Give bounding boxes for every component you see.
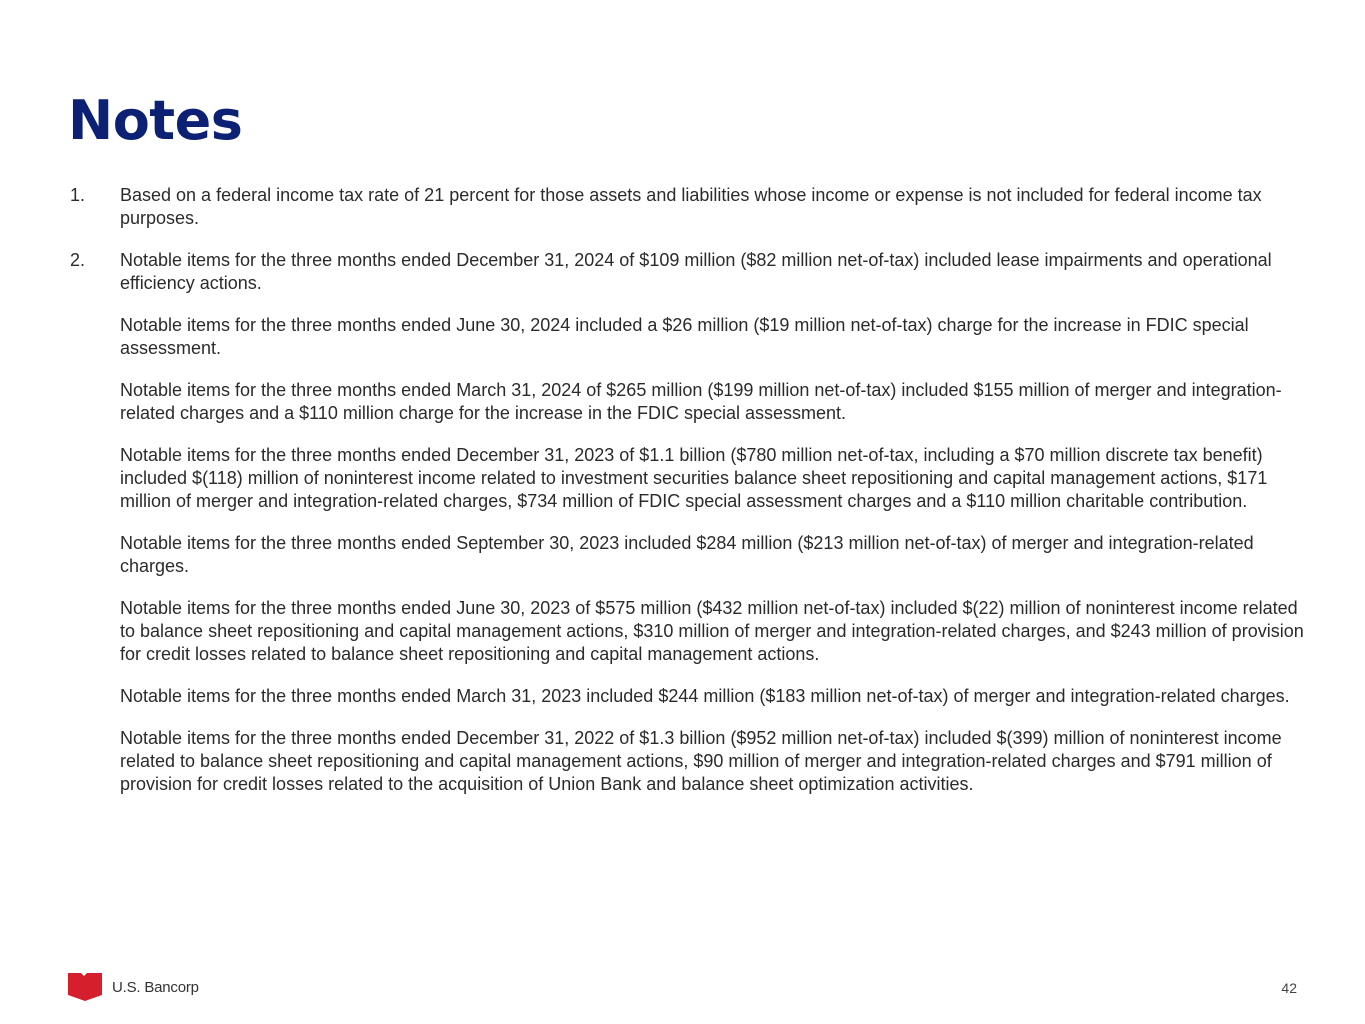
note-number: 1. <box>70 185 86 205</box>
note-paragraph: Notable items for the three months ended December 31, 2024 of $109 million ($82 million net-of-tax) included lease impairments and operational efficiency actions. <box>120 250 1272 293</box>
note-paragraph: Based on a federal income tax rate of 21 percent for those assets and liabilities whose income or expense is not included for federal income tax purposes. <box>120 185 1262 228</box>
notes-list <box>70 184 1310 815</box>
note-paragraph: Notable items for the three months ended June 30, 2024 included a $26 million ($19 million net-of-tax) charge for the increase in FDIC special assessment. <box>120 315 1249 358</box>
note-paragraph: Notable items for the three months ended December 31, 2023 of $1.1 billion ($780 million net-of-tax, including a $70 million discrete tax benefit) included $(118) million of noninterest income related to investment securities balance sheet repositioning and capital management actions, $171 million of merger and integration-related charges, $734 million of FDIC special assessment charges and a $110 million charitable contribution. <box>120 445 1268 511</box>
shield-icon <box>68 973 102 1001</box>
note-paragraph: Notable items for the three months ended September 30, 2023 included $284 million ($213 million net-of-tax) of merger and integration-related charges. <box>120 533 1254 576</box>
note-paragraph: Notable items for the three months ended June 30, 2023 of $575 million ($432 million net-of-tax) included $(22) million of noninterest income related to balance sheet repositioning and capital management actions, $310 million of merger and integration-related charges, and $243 million of provision for credit losses related to balance sheet repositioning and capital management actions. <box>120 598 1304 664</box>
page-title: Notes <box>68 89 243 152</box>
note-item-1 <box>70 184 1310 230</box>
company-name: U.S. Bancorp <box>112 978 199 996</box>
note-item-2 <box>70 249 1310 796</box>
note-paragraph: Notable items for the three months ended March 31, 2023 included $244 million ($183 million net-of-tax) of merger and integration-related charges. <box>120 686 1290 706</box>
company-logo <box>68 973 199 1001</box>
note-number: 2. <box>70 250 86 270</box>
note-paragraph: Notable items for the three months ended March 31, 2024 of $265 million ($199 million net-of-tax) included $155 million of merger and integration-related charges and a $110 million charge for the increase in the FDIC special assessment. <box>120 380 1282 423</box>
page-number: 42 <box>1281 980 1297 996</box>
note-paragraph: Notable items for the three months ended December 31, 2022 of $1.3 billion ($952 million net-of-tax) included $(399) million of noninterest income related to balance sheet repositioning and capital management actions, $90 million of merger and integration-related charges and $791 million of provision for credit losses related to the acquisition of Union Bank and balance sheet optimization activities. <box>120 728 1282 794</box>
